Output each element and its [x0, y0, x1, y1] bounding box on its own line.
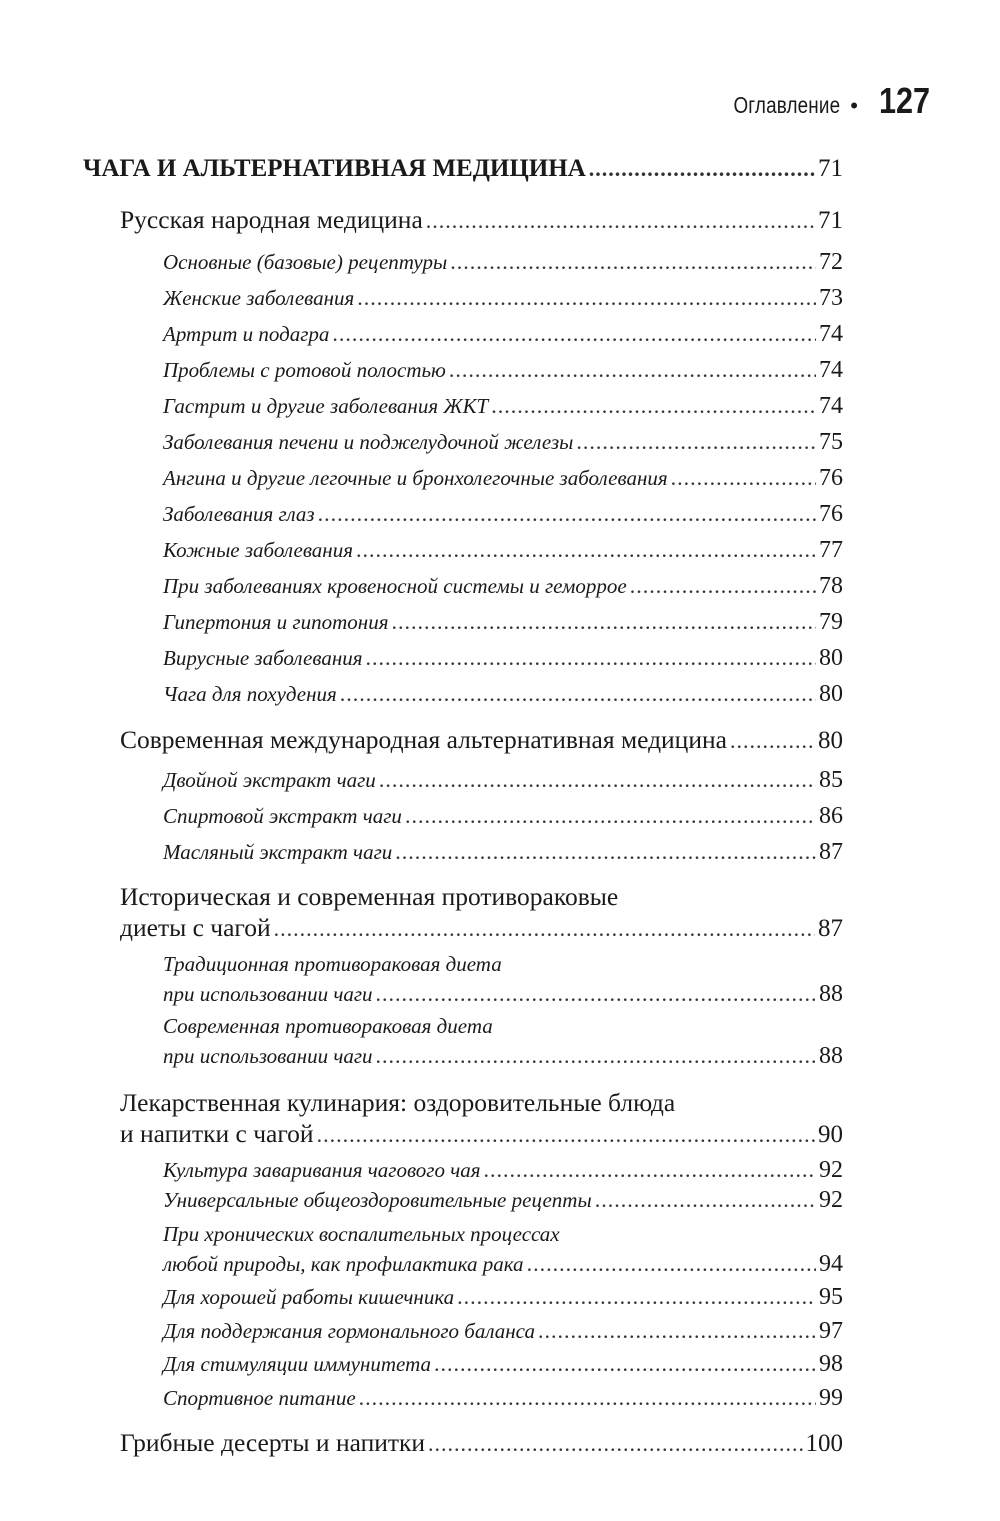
toc-entry-page: 77: [819, 537, 843, 563]
dot-leader: [428, 1429, 802, 1458]
dot-leader: [332, 320, 816, 348]
toc-entry[interactable]: [163, 248, 843, 276]
toc-entry-title: Чага для похудения: [163, 682, 337, 706]
toc-entry-title: при использовании чаги: [163, 1044, 373, 1068]
toc-entry[interactable]: [163, 838, 843, 866]
dot-leader: [274, 914, 815, 943]
dot-leader: [405, 802, 816, 830]
toc-entry-title: Культура заваривания чагового чая: [163, 1158, 481, 1182]
toc-entry-title: Гастрит и другие заболевания ЖКТ: [163, 394, 489, 418]
toc-entry-title: Ангина и другие легочные и бронхолегочные заболевания: [163, 466, 668, 490]
toc-entry-title: и напитки с чагой: [120, 1119, 314, 1148]
toc-entry-page: 74: [819, 321, 843, 347]
toc-entry-page: 79: [819, 609, 843, 635]
toc-entry-title: Двойной экстракт чаги: [163, 768, 376, 792]
toc-entry-page: 80: [818, 727, 843, 754]
toc-entry-page: 74: [819, 393, 843, 419]
toc-entry-title: Для стимуляции иммунитета: [163, 1352, 432, 1376]
toc-entry-page: 85: [819, 767, 843, 793]
toc-entry[interactable]: [163, 392, 843, 420]
toc-entry[interactable]: [163, 766, 843, 794]
toc-entry-page: 80: [819, 645, 843, 671]
toc-entry[interactable]: [163, 1250, 843, 1278]
toc-entry[interactable]: [163, 1384, 843, 1412]
dot-leader: [379, 766, 816, 794]
dot-leader: [357, 284, 816, 312]
toc-entry[interactable]: [163, 356, 843, 384]
toc-entry-title: Современная международная альтернативная медицина: [120, 725, 727, 754]
toc-entry-title: Заболевания глаз: [163, 502, 315, 526]
toc-entry[interactable]: [120, 726, 843, 755]
dot-leader: [491, 392, 816, 420]
dot-leader: [576, 428, 816, 456]
separator-bullet: •: [850, 93, 858, 118]
toc-entry-title: Основные (базовые) рецептуры: [163, 250, 448, 274]
toc-entry-title-line1: Традиционная противораковая диета: [163, 952, 502, 976]
dot-leader: [595, 1186, 816, 1214]
toc-entry-page: 99: [819, 1385, 843, 1411]
dot-leader: [395, 838, 816, 866]
dot-leader: [589, 155, 815, 183]
toc-entry[interactable]: [163, 320, 843, 348]
toc-entry[interactable]: [163, 1350, 843, 1378]
toc-entry-page: 78: [819, 573, 843, 599]
toc-entry-title: при использовании чаги: [163, 982, 373, 1006]
toc-entry[interactable]: [120, 206, 843, 235]
toc-entry-title: При заболеваниях кровеносной системы и геморрое: [163, 574, 627, 598]
dot-leader: [538, 1317, 816, 1345]
toc-entry-page: 71: [818, 207, 843, 234]
toc-entry-title: Универсальные общеоздоровительные рецепты: [163, 1188, 592, 1212]
toc-entry[interactable]: [120, 914, 843, 943]
toc-entry-title: Заболевания печени и поджелудочной железы: [163, 430, 574, 454]
toc-entry[interactable]: [120, 1120, 843, 1149]
toc-entry-page: 74: [819, 357, 843, 383]
toc-entry-title: Для поддержания гормонального баланса: [163, 1319, 535, 1343]
toc-entry-title: Спортивное питание: [163, 1386, 356, 1410]
dot-leader: [356, 536, 816, 564]
toc-entry-page: 88: [819, 981, 843, 1007]
toc-entry[interactable]: [163, 680, 843, 708]
toc-entry-page: 94: [819, 1251, 843, 1277]
toc-entry[interactable]: [163, 1283, 843, 1311]
toc-entry-title-line1: Лекарственная кулинария: оздоровительные блюда: [120, 1088, 676, 1117]
toc-entry[interactable]: [163, 1156, 843, 1184]
dot-leader: [434, 1350, 816, 1378]
dot-leader: [671, 464, 816, 492]
toc-entry-page: 76: [819, 465, 843, 491]
dot-leader: [340, 680, 816, 708]
toc-entry-title-line1: При хронических воспалительных процессах: [163, 1222, 560, 1246]
toc-entry-page: 80: [819, 681, 843, 707]
toc-entry[interactable]: [163, 464, 843, 492]
toc-entry-page: 71: [818, 155, 843, 182]
toc-entry-title: любой природы, как профилактика рака: [163, 1252, 524, 1276]
dot-leader: [527, 1250, 816, 1278]
toc-entry-page: 92: [819, 1157, 843, 1183]
dot-leader: [449, 356, 816, 384]
toc-entry-page: 95: [819, 1284, 843, 1310]
toc-entry[interactable]: [163, 802, 843, 830]
dot-leader: [426, 206, 815, 235]
toc-entry[interactable]: [163, 608, 843, 636]
toc-entry[interactable]: [163, 536, 843, 564]
toc-entry[interactable]: [163, 284, 843, 312]
toc-entry[interactable]: [163, 1317, 843, 1345]
toc-entry[interactable]: [120, 1429, 843, 1458]
toc-entry-page: 72: [819, 249, 843, 275]
toc-entry-title: Гипертония и гипотония: [163, 610, 389, 634]
toc-entry-page: 87: [819, 839, 843, 865]
dot-leader: [376, 1042, 816, 1070]
dot-leader: [450, 248, 816, 276]
dot-leader: [630, 572, 816, 600]
toc-entry-title-line1: Современная противораковая диета: [163, 1014, 493, 1038]
toc-entry-page: 97: [819, 1318, 843, 1344]
toc-entry[interactable]: [163, 644, 843, 672]
page-number: 127: [878, 80, 930, 121]
toc-entry-title: Русская народная медицина: [120, 205, 423, 234]
toc-entry-title: Артрит и подагра: [163, 322, 330, 346]
toc-entry[interactable]: [83, 155, 843, 183]
toc-entry[interactable]: [163, 1186, 843, 1214]
toc-entry-page: 98: [819, 1351, 843, 1377]
toc-entry-page: 100: [805, 1430, 843, 1457]
toc-entry[interactable]: [163, 428, 843, 456]
toc-entry-page: 90: [818, 1121, 843, 1148]
running-header: [710, 80, 930, 122]
toc-entry-title: Спиртовой экстракт чаги: [163, 804, 402, 828]
toc-entry[interactable]: [163, 1042, 843, 1070]
toc-entry-page: 92: [819, 1187, 843, 1213]
toc-entry-page: 88: [819, 1043, 843, 1069]
section-title: Оглавление: [733, 92, 841, 118]
dot-leader: [366, 644, 816, 672]
toc-entry-title-line1: Историческая и современная противораковые: [120, 882, 619, 911]
toc-entry-title: Вирусные заболевания: [163, 646, 363, 670]
toc-entry-page: 73: [819, 285, 843, 311]
toc-entry-title: Грибные десерты и напитки: [120, 1428, 426, 1457]
toc-entry-title: диеты с чагой: [120, 913, 271, 942]
toc-entry-page: 75: [819, 429, 843, 455]
toc-entry[interactable]: [163, 500, 843, 528]
toc-entry[interactable]: [163, 572, 843, 600]
toc-entry-title: Проблемы с ротовой полостью: [163, 358, 446, 382]
dot-leader: [484, 1156, 816, 1184]
dot-leader: [318, 500, 816, 528]
toc-entry-page: 86: [819, 803, 843, 829]
toc-entry-title: Женские заболевания: [163, 286, 355, 310]
toc-entry-title: Кожные заболевания: [163, 538, 353, 562]
toc-entry-title: Для хорошей работы кишечника: [163, 1285, 455, 1309]
toc-entry-page: 87: [818, 915, 843, 942]
dot-leader: [359, 1384, 816, 1412]
dot-leader: [376, 980, 816, 1008]
toc-entry-page: 76: [819, 501, 843, 527]
dot-leader: [317, 1120, 815, 1149]
toc-entry-title: ЧАГА И АЛЬТЕРНАТИВНАЯ МЕДИЦИНА: [83, 155, 586, 182]
toc-entry[interactable]: [163, 980, 843, 1008]
dot-leader: [730, 726, 815, 755]
dot-leader: [391, 608, 816, 636]
dot-leader: [457, 1283, 816, 1311]
toc-entry-title: Масляный экстракт чаги: [163, 840, 393, 864]
